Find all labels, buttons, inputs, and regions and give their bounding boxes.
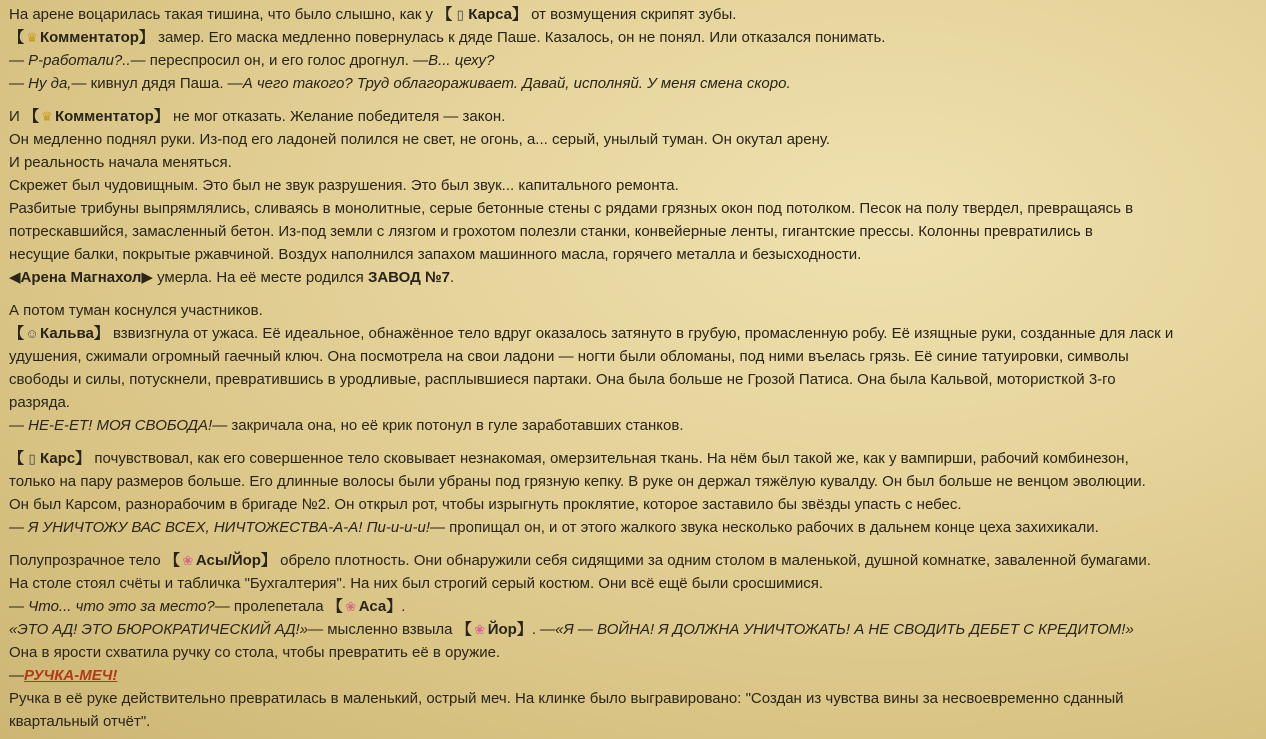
crown-icon: ♛ [41, 109, 53, 124]
text-line: Она в ярости схватила ручку со стола, чтобы превратить её в оружие. [9, 644, 501, 661]
character-tag-asa-yor: 【 ❀ Асы/Йор】 [165, 552, 276, 569]
text-line: И реальность начала меняться. [9, 154, 232, 171]
paragraph-5 [9, 549, 1258, 733]
text-line: разряда. [9, 394, 70, 411]
phone-icon: ▯ [456, 7, 464, 22]
text-line: Он медленно поднял руки. Из-под его ладоней полился не свет, не огонь, а... серый, унылый туман. Он окутал арену. [9, 131, 831, 148]
shout-text: РУЧКА-МЕЧ! [24, 667, 118, 684]
text-line: квартальный отчёт". [9, 713, 151, 730]
text-line: 【 ♛ Комментатор】 замер. Его маска медленно повернулась к дяде Паше. Казалось, он не понял. Или отказался понимать. [9, 26, 1258, 49]
text-line: — Р-работали?..— переспросил он, и его голос дрогнул. —В... цеху? [9, 52, 495, 69]
text-line: На арене воцарилась такая тишина, что было слышно, как у 【 ▯ Карса】 от возмущения скрипят зубы. [9, 3, 1258, 26]
text-line: — Ну да,— кивнул дядя Паша. —А чего такого? Труд облагораживает. Давай, исполняй. У меня смена скоро. [9, 75, 791, 92]
character-tag-kars: 【 ▯ Карс】 [9, 450, 90, 467]
text-line: 【☺Кальва】 взвизгнула от ужаса. Её идеальное, обнажённое тело вдруг оказалось затянуто в грубую, промасленную робу. Её изящные руки, созданные для ласк и [9, 322, 1258, 345]
character-tag-commentator: 【 ♛ Комментатор】 [24, 108, 169, 125]
text-line: потрескавшийся, замасленный бетон. Из-под земли с лязгом и грохотом полезли станки, конвейерные ленты, гигантские прессы. Колонны превратились в [9, 223, 1093, 240]
character-tag-kalva: 【☺Кальва】 [9, 325, 109, 342]
brain-icon: ❀ [345, 599, 357, 614]
text-line: 【 ▯ Карс】 почувствовал, как его совершенное тело сковывает незнакомая, омерзительная ткань. На нём был такой же, как у вампирши, рабочий комбинезон, [9, 447, 1258, 470]
character-tag-asa: 【 ❀ Аса】 [328, 598, 402, 615]
text-line: На столе стоял счёты и табличка "Бухгалтерия". На них был строгий серый костюм. Они всё ещё были сросшимися. [9, 575, 824, 592]
text-line: — Я УНИЧТОЖУ ВАС ВСЕХ, НИЧТОЖЕСТВА-А-А! Пи-и-и-и!— пропищал он, и от этого жалкого звука несколько рабочих в дальнем конце цеха захихикали. [9, 519, 1099, 536]
paragraph-2 [9, 105, 1258, 289]
crown-icon: ♛ [26, 30, 38, 45]
text-line: только на пару размеров больше. Его длинные волосы были убраны под грязную кепку. В руке он держал тяжёлую кувалду. Он был больше не венцом эволюции. [9, 473, 1146, 490]
location-tag: ◀Арена Магнахол▶ [9, 269, 153, 286]
text-line: Разбитые трибуны выпрямлялись, сливаясь в монолитные, серые бетонные стены с рядами грязных окон под потолком. Песок на полу твердел, превращаясь в [9, 200, 1134, 217]
text-line: А потом туман коснулся участников. [9, 302, 263, 319]
text-line: Ручка в её руке действительно превратилась в маленький, острый меч. На клинке было выгравировано: "Создан из чувства вины за несвоевременно сданный [9, 690, 1124, 707]
character-tag-yor: 【 ❀ Йор】 [457, 621, 532, 638]
text-line: Он был Карсом, разнорабочим в бригаде №2. Он открыл рот, чтобы изрыгнуть проклятие, которое заставило бы звёзды упасть с небес. [9, 496, 962, 513]
text-line: И 【 ♛ Комментатор】 не мог отказать. Желание победителя — закон. [9, 105, 1258, 128]
character-tag-commentator: 【 ♛ Комментатор】 [9, 29, 154, 46]
text-line: ◀Арена Магнахол▶ умерла. На её месте родился ЗАВОД №7. [9, 269, 455, 286]
phone-icon: ▯ [28, 451, 36, 466]
text-line: —РУЧКА-МЕЧ! [9, 667, 118, 684]
text-line: несущие балки, покрытые ржавчиной. Воздух наполнился запахом машинного масла, горячего металла и безысходности. [9, 246, 862, 263]
text-line: удушения, сжимали огромный гаечный ключ. Она посмотрела на свои ладони — ногти были обломаны, под ними въелась грязь. Её синие татуировки, символы [9, 348, 1129, 365]
character-tag-karsa: 【 ▯ Карса】 [437, 6, 527, 23]
text-line: — НЕ-Е-ЕТ! МОЯ СВОБОДА!— закричала она, но её крик потонул в гуле заработавших станков. [9, 417, 684, 434]
paragraph-3 [9, 299, 1258, 437]
text-line: Полупрозрачное тело 【 ❀ Асы/Йор】 обрело плотность. Они обнаружили себя сидящими за одним столом в маленькой, душной комнатке, заваленной бумагами. [9, 549, 1258, 572]
cat-icon: ☺ [25, 326, 39, 341]
text-line: — Что... что это за место?— пролепетала 【 ❀ Аса】. [9, 595, 1258, 618]
text-line: «ЭТО АД! ЭТО БЮРОКРАТИЧЕСКИЙ АД!»— мысленно взвыла 【 ❀ Йор】. —«Я — ВОЙНА! Я ДОЛЖНА УНИЧТОЖАТЬ! А НЕ СВОДИТЬ ДЕБЕТ С КРЕДИТОМ!» [9, 618, 1258, 641]
brain-icon: ❀ [182, 553, 194, 568]
text-line: Скрежет был чудовищным. Это был не звук разрушения. Это был звук... капитального ремонта. [9, 177, 679, 194]
paragraph-4 [9, 447, 1258, 539]
brain-icon: ❀ [474, 622, 486, 637]
text-line: свободы и силы, потускнели, превратившись в уродливые, расплывшиеся партаки. Она была больше не Грозой Патиса. Она была Кальвой, мотористкой 3-го [9, 371, 1116, 388]
paragraph-1 [9, 3, 1258, 95]
